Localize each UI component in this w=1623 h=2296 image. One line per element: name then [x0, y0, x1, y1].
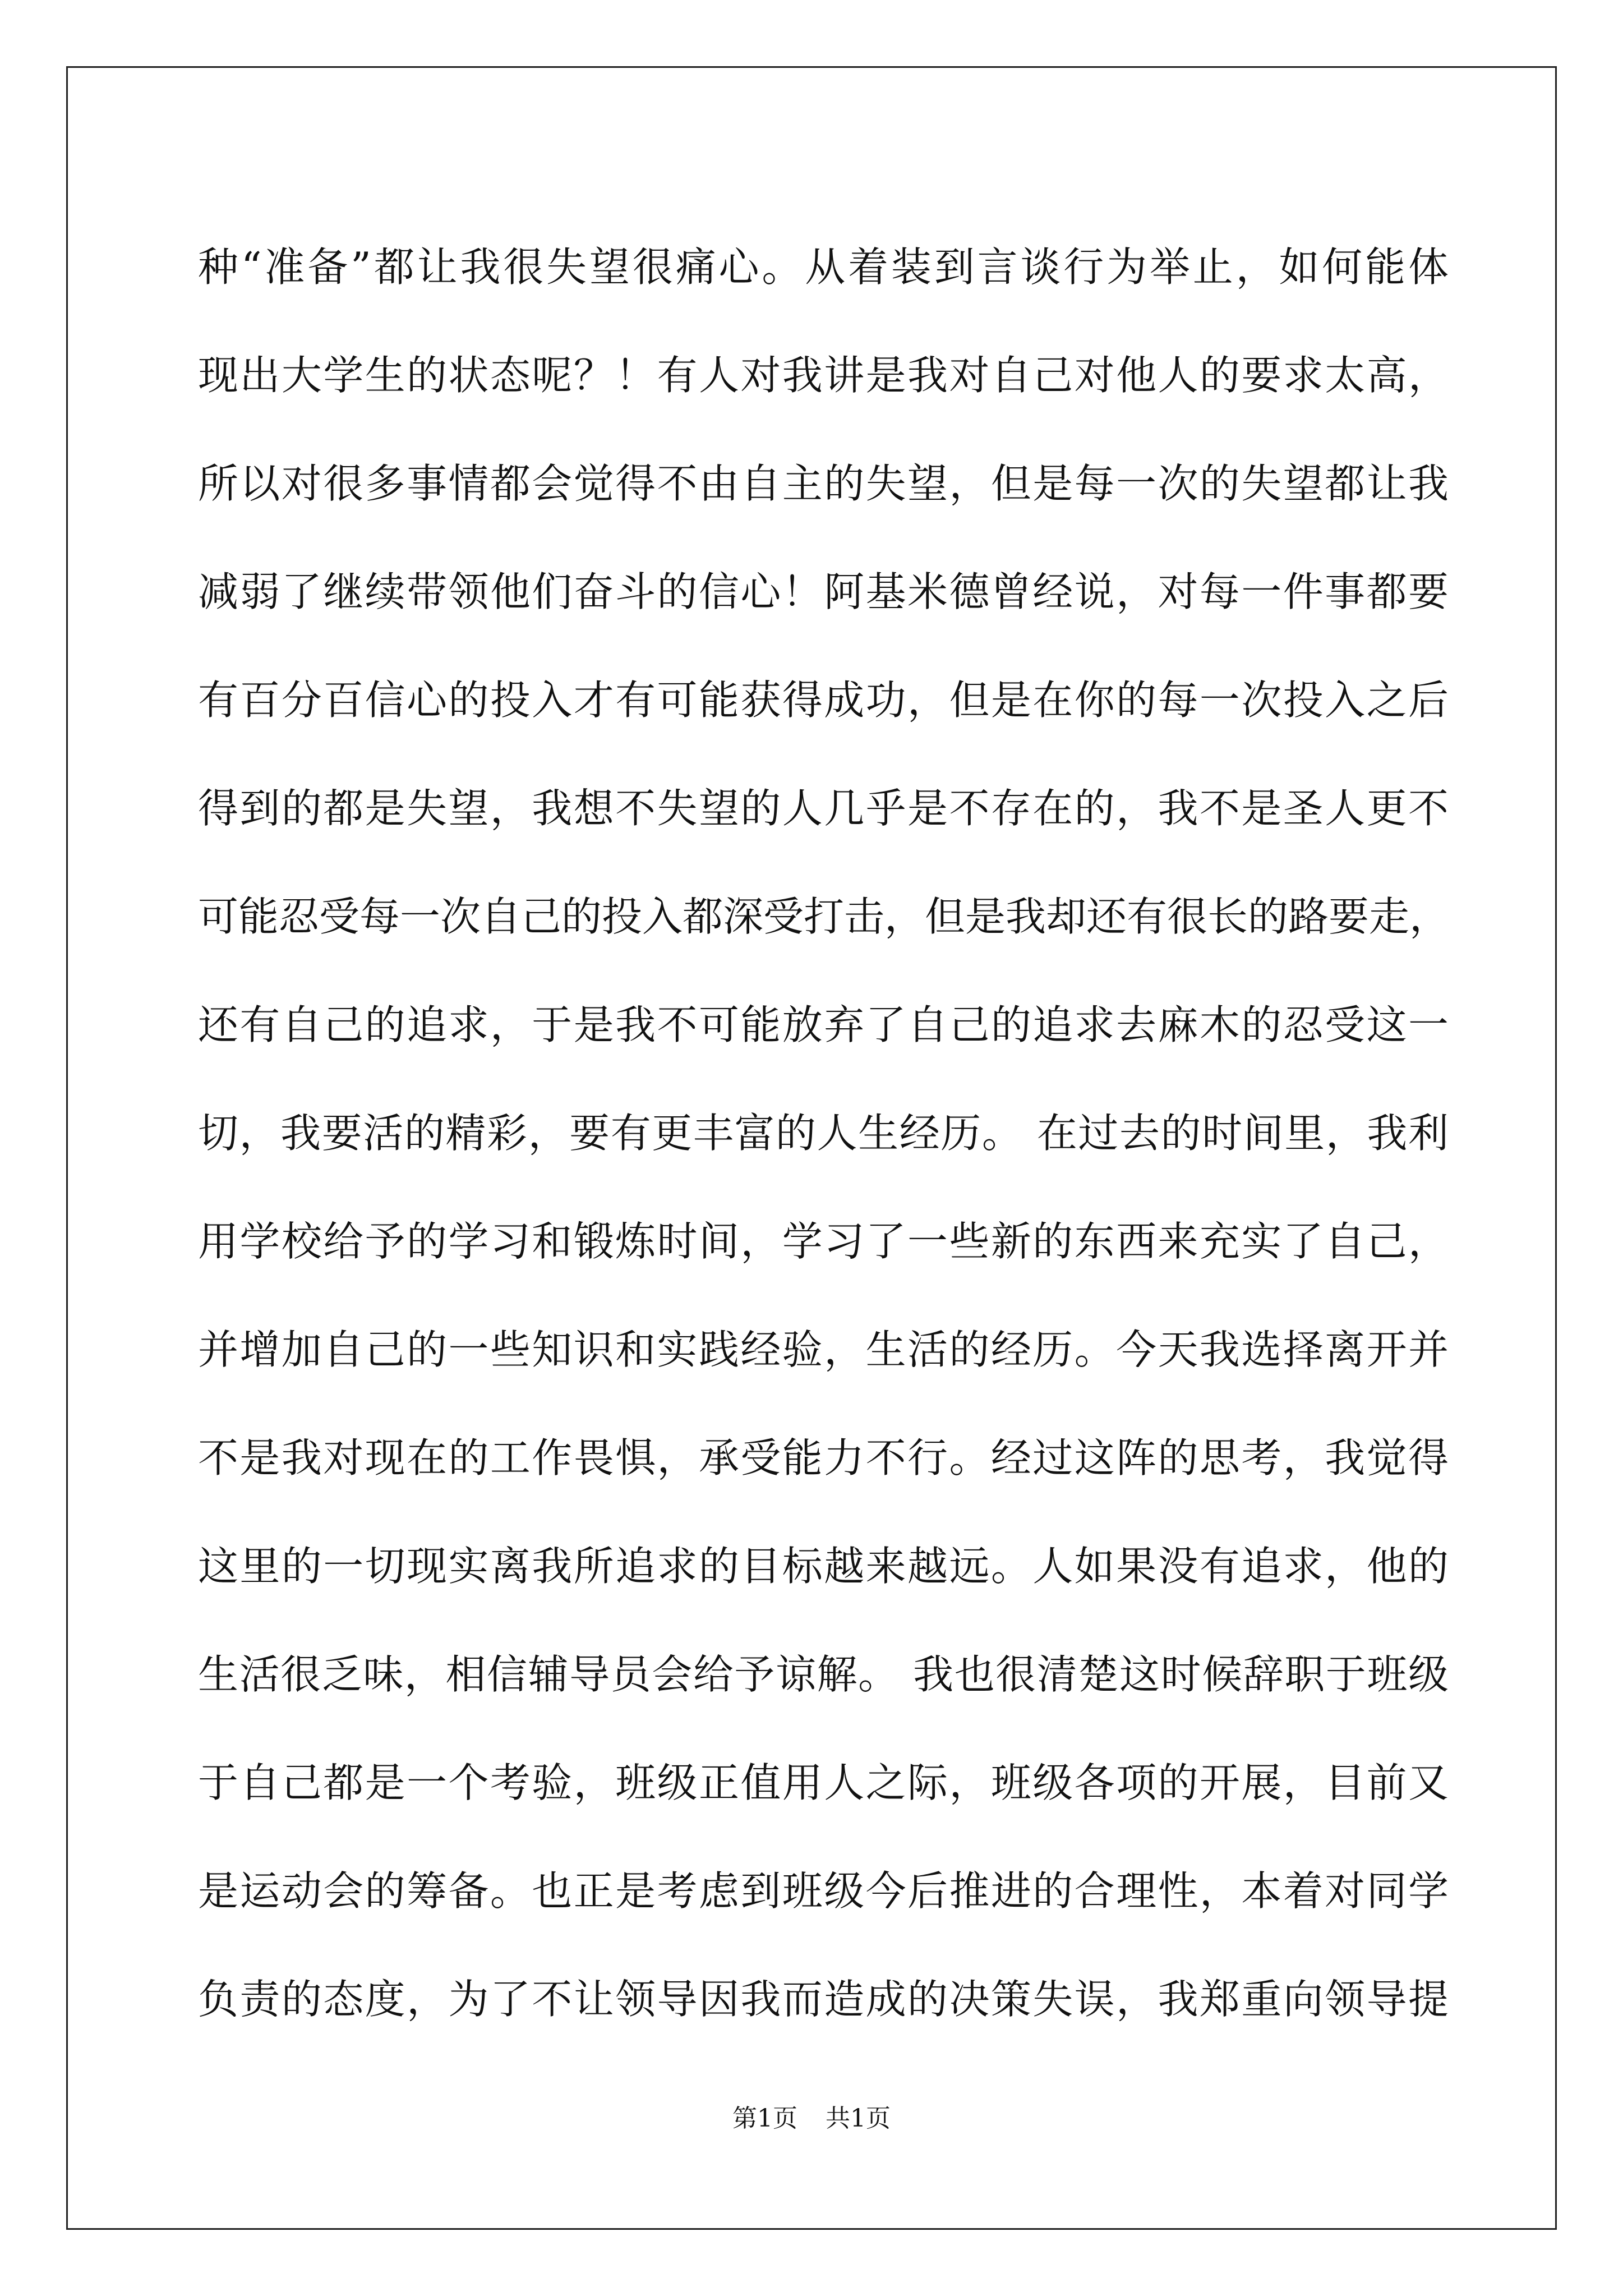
text-line: 不是我对现在的工作畏惧，承受能力不行。经过这阵的思考，我觉得 — [198, 1434, 1449, 1481]
text-line: 切，我要活的精彩，要有更丰富的人生经历。 在过去的时间里，我利 — [198, 1110, 1449, 1157]
text-line: 生活很乏味，相信辅导员会给予谅解。 我也很清楚这时候辞职于班级 — [198, 1651, 1449, 1698]
text-line: 还有自己的追求，于是我不可能放弃了自己的追求去麻木的忍受这一 — [198, 1001, 1449, 1048]
text-line: 所以对很多事情都会觉得不由自主的失望，但是每一次的失望都让我 — [198, 460, 1449, 507]
text-line: 并增加自己的一些知识和实践经验，生活的经历。今天我选择离开并 — [198, 1326, 1449, 1373]
text-line: 于自己都是一个考验，班级正值用人之际，班级各项的开展，目前又 — [198, 1759, 1449, 1806]
text-line: 种“准备”都让我很失望很痛心。从着装到言谈行为举止，如何能体 — [198, 243, 1449, 291]
page-number: 第1页 — [732, 2104, 797, 2133]
text-line: 得到的都是失望，我想不失望的人几乎是不存在的，我不是圣人更不 — [198, 785, 1449, 832]
text-line: 有百分百信心的投入才有可能获得成功，但是在你的每一次投入之后 — [198, 677, 1449, 724]
text-line: 负责的态度，为了不让领导因我而造成的决策失误，我郑重向领导提 — [198, 1976, 1449, 2023]
document-body — [198, 213, 1449, 2054]
page-total: 共1页 — [826, 2104, 891, 2133]
text-line: 减弱了继续带领他们奋斗的信心！阿基米德曾经说，对每一件事都要 — [198, 568, 1449, 615]
text-line: 是运动会的筹备。也正是考虑到班级今后推进的合理性，本着对同学 — [198, 1867, 1449, 1915]
page-footer — [0, 2098, 1623, 2134]
text-line: 这里的一切现实离我所追求的目标越来越远。人如果没有追求，他的 — [198, 1543, 1449, 1590]
text-line: 现出大学生的状态呢？！有人对我讲是我对自己对他人的要求太高， — [198, 352, 1449, 399]
text-line: 用学校给予的学习和锻炼时间，学习了一些新的东西来充实了自己， — [198, 1218, 1449, 1265]
text-line: 可能忍受每一次自己的投入都深受打击，但是我却还有很长的路要走， — [198, 893, 1450, 940]
